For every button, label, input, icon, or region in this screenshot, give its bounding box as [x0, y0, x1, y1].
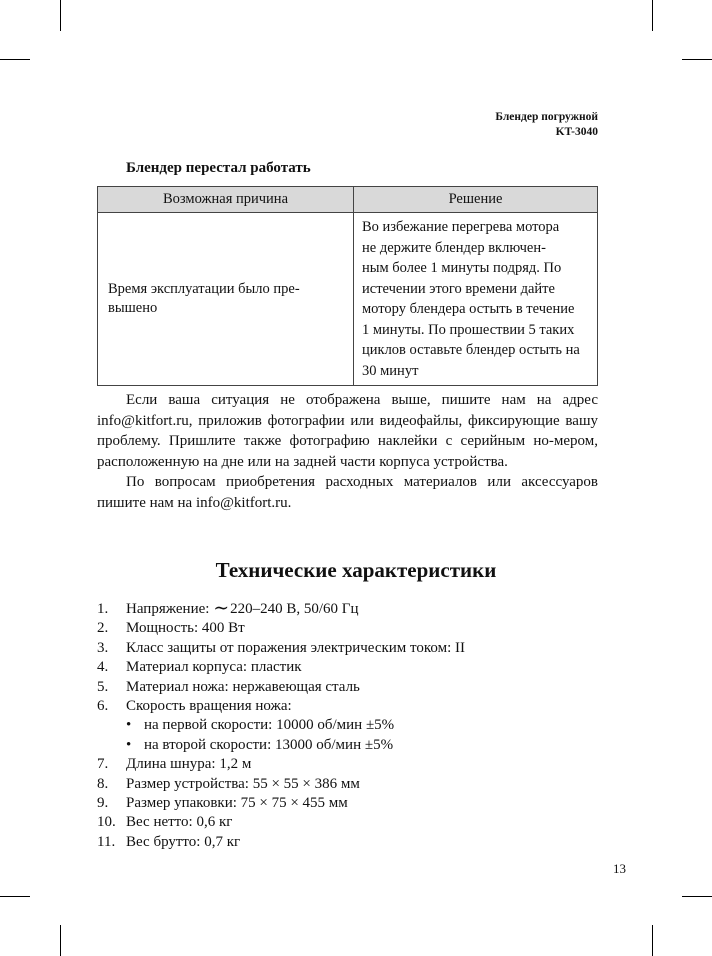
- solution-line: 1 минуты. По прошествии 5 таких: [362, 321, 575, 338]
- item-number: 6.: [97, 698, 109, 715]
- item-text: Размер упаковки: 75 × 75 × 455 мм: [126, 795, 348, 812]
- item-text: на первой скорости: 10000 об/мин ±5%: [144, 717, 395, 734]
- header-product-name: Блендер погружной: [495, 111, 598, 123]
- crop-mark-left-bottom: [0, 896, 30, 897]
- table-header-row: [98, 187, 598, 213]
- item-text: Длина шнура: 1,2 м: [126, 756, 252, 773]
- item-text: Размер устройства: 55 × 55 × 386 мм: [126, 775, 360, 792]
- list-item: [97, 794, 465, 813]
- crop-mark-top-left: [60, 0, 61, 31]
- solution-line: циклов оставьте блендер остыть на: [362, 342, 580, 358]
- troubleshooting-title: Блендер перестал работать: [126, 160, 311, 176]
- item-number: 10.: [97, 814, 116, 831]
- item-text: Скорость вращения ножа:: [126, 698, 292, 715]
- running-header: [495, 110, 598, 140]
- bullet-icon: •: [126, 717, 132, 734]
- item-text: Вес брутто: 0,7 кг: [126, 833, 241, 850]
- item-text: на второй скорости: 13000 об/мин ±5%: [144, 736, 394, 753]
- solution-cell: [354, 213, 598, 386]
- list-item: [97, 639, 465, 658]
- list-item: [97, 697, 465, 716]
- specs-list: [97, 600, 465, 852]
- troubleshooting-table: [97, 186, 598, 386]
- item-text: Материал ножа: нержавеющая сталь: [126, 678, 360, 695]
- ac-current-icon: ∼: [213, 598, 230, 619]
- item-number: 4.: [97, 659, 109, 676]
- list-item: [97, 619, 465, 638]
- list-item: [97, 833, 465, 852]
- solution-line: не держите блендер включен-: [362, 239, 546, 256]
- item-text: Материал корпуса: пластик: [126, 659, 302, 676]
- item-number: 11.: [97, 833, 116, 850]
- solution-line: мотору блендера остыть в течение: [362, 301, 575, 317]
- crop-mark-right-bottom: [682, 896, 712, 897]
- list-sub-item: [97, 716, 465, 735]
- item-number: 2.: [97, 620, 109, 637]
- item-number: 7.: [97, 756, 109, 773]
- list-item: [97, 755, 465, 774]
- voltage-label: Напряжение:: [126, 601, 214, 617]
- list-item: [97, 775, 465, 794]
- item-text: Класс защиты от поражения электрическим током: II: [126, 639, 466, 656]
- list-item: [97, 658, 465, 677]
- list-item: [97, 813, 465, 832]
- specs-title: Технические характеристики: [215, 558, 497, 582]
- crop-mark-bottom-right: [652, 925, 653, 956]
- list-sub-item: [97, 736, 465, 755]
- solution-line: ным более 1 минуты подряд. По: [362, 260, 562, 276]
- item-number: 8.: [97, 775, 109, 792]
- column-header-solution: Решение: [354, 187, 598, 213]
- contact-info: [97, 390, 598, 513]
- table-row: [98, 213, 598, 386]
- solution-line: Во избежание перегрева мотора: [362, 219, 560, 235]
- contact-paragraph-1: Если ваша ситуация не отображена выше, пишите нам на адрес info@kitfort.ru, приложив фотографии или видеофайлы, фиксирующие вашу проблему. Пришлите также фотографию наклейки с серийным но-мером, расположенную на дне или на задней части корпуса устройства.: [97, 392, 598, 470]
- contact-paragraph-2: По вопросам приобретения расходных материалов или аксессуаров пишите нам на info@kitfort.ru.: [97, 474, 598, 511]
- solution-line: 30 минут: [362, 362, 419, 379]
- bullet-icon: •: [126, 736, 132, 753]
- crop-mark-bottom-left: [60, 925, 61, 956]
- list-item: [97, 678, 465, 697]
- header-model: KT-3040: [555, 126, 598, 138]
- crop-mark-right-top: [682, 59, 712, 60]
- crop-mark-left-top: [0, 59, 30, 60]
- item-text: Мощность: 400 Вт: [126, 620, 245, 637]
- item-number: 9.: [97, 795, 109, 812]
- page-number: 13: [613, 861, 626, 876]
- cause-cell: Время эксплуатации было пре-вышено: [98, 213, 354, 386]
- item-number: 3.: [97, 639, 109, 656]
- item-text: Вес нетто: 0,6 кг: [126, 814, 233, 831]
- voltage-value: 220–240 В, 50/60 Гц: [230, 601, 359, 617]
- item-text: [126, 600, 358, 619]
- crop-mark-top-right: [652, 0, 653, 31]
- item-number: 1.: [97, 601, 109, 617]
- solution-line: истечении этого времени дайте: [362, 280, 555, 297]
- list-item: [97, 600, 465, 619]
- column-header-cause: Возможная причина: [98, 187, 354, 213]
- item-number: 5.: [97, 678, 109, 695]
